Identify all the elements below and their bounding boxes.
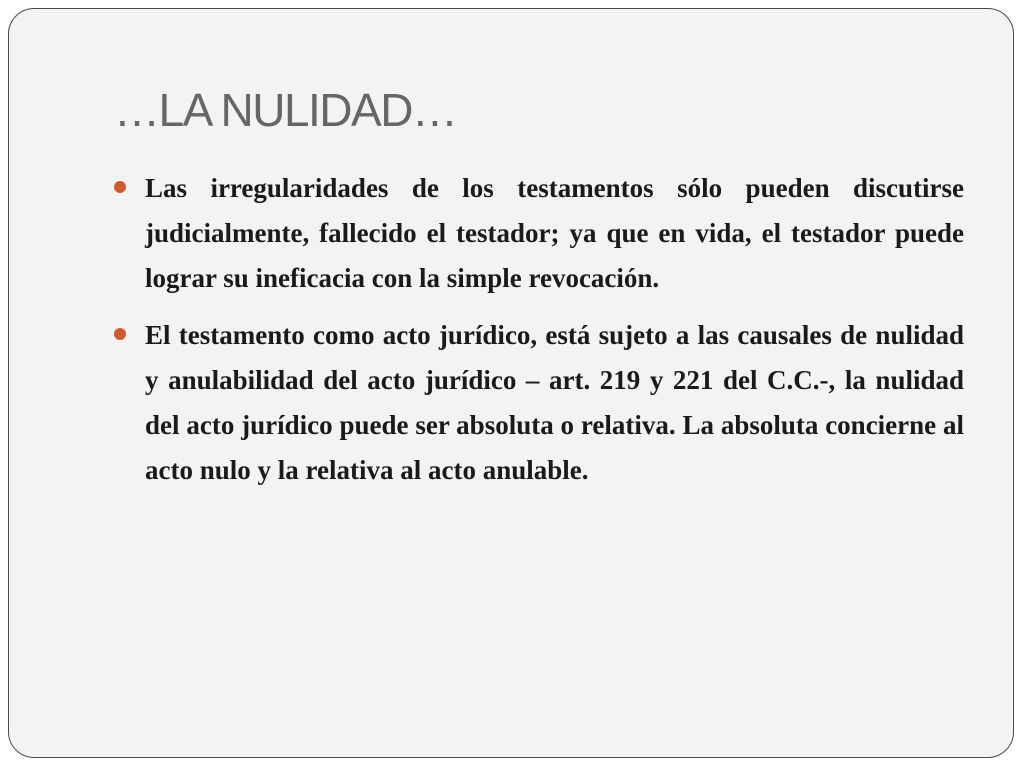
bullet-item — [112, 313, 964, 493]
bullet-text: El testamento como acto jurídico, está sujeto a las causales de nulidad y anulabilidad del acto jurídico – art. 219 y 221 del C.C.-, la nulidad del acto jurídico puede ser absoluta o relativa. La absoluta concierne al acto nulo y la relativa al acto anulable. — [145, 320, 964, 485]
bullet-list — [112, 166, 964, 505]
bullet-item — [112, 166, 964, 301]
slide-title: …LA NULIDAD… — [114, 84, 457, 136]
bullet-text: Las irregularidades de los testamentos sólo pueden discutirse judicialmente, fallecido el testador; ya que en vida, el testador puede lograr su ineficacia con la simple revocación. — [145, 173, 964, 293]
bullet-dot-icon — [114, 181, 126, 193]
bullet-dot-icon — [114, 328, 126, 340]
